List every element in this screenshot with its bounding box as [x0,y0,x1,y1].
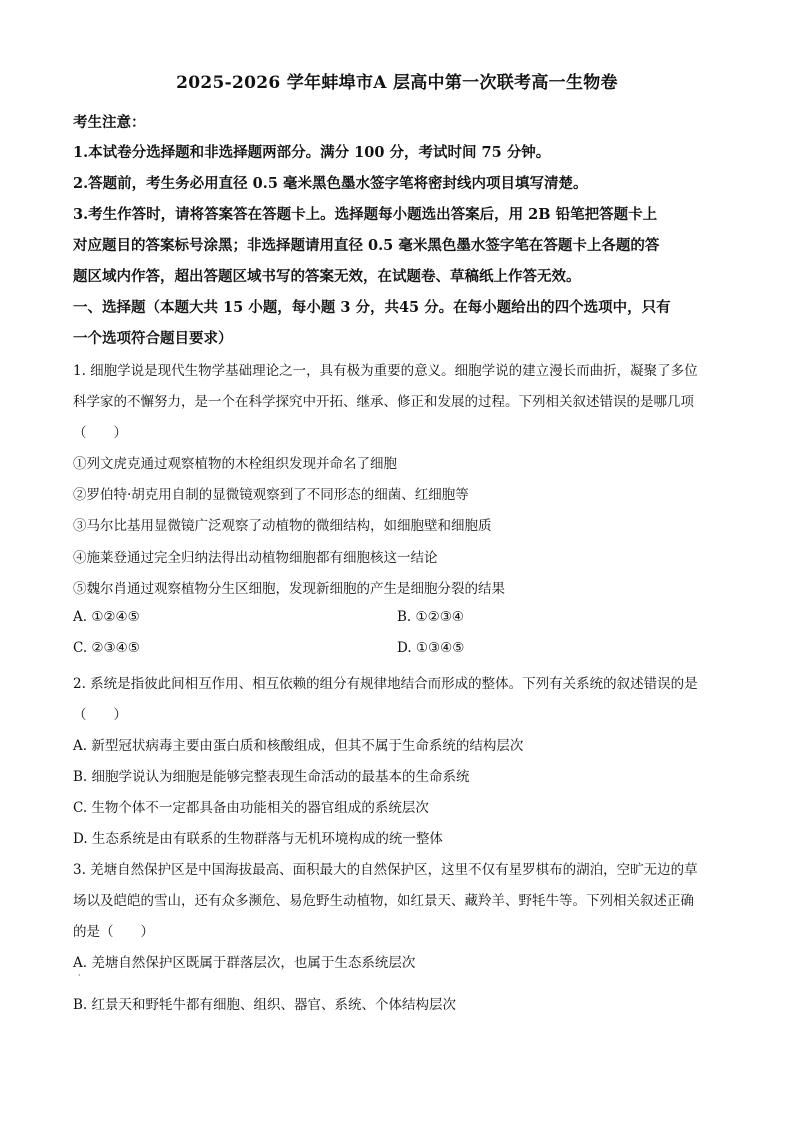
section-heading: 一、选择题（本题大共 15 小题，每小题 3 分，共45 分。在每小题给出的四个选项中，只有 [73,299,671,316]
section-heading: 一个选项符合题目要求） [73,330,233,347]
notice-line: 题区域内作答，超出答题区域书写的答案无效，在试题卷、草稿纸上作答无效。 [73,268,581,285]
question-1-option-b: B. ①②③④ [397,609,464,625]
question-3-stem: 的是（ ） [73,924,154,940]
question-3-option: A. 羌塘自然保护区既属于群落层次，也属于生态系统层次 [73,955,416,971]
question-1-option-d: D. ①③④⑤ [397,640,465,656]
question-1-stem: 1. 细胞学说是现代生物学基础理论之一，具有极为重要的意义。细胞学说的建立漫长而曲折，凝聚了多位 [73,363,698,379]
question-1-stem: 科学家的不懈努力，是一个在科学探究中开拓、继承、修正和发展的过程。下列相关叙述错误的是哪几项 [73,394,694,410]
question-2-stem: （ ） [73,707,127,723]
notice-line: 3.考生作答时，请将答案答在答题卡上。选择题每小题选出答案后，用 2B 铅笔把答题卡上 [73,206,658,223]
question-1-option-c: C. ②③④⑤ [73,640,140,656]
question-1-statement: ⑤魏尔肖通过观察植物分生区细胞，发现新细胞的产生是细胞分裂的结果 [73,581,505,597]
notice-line: 1.本试卷分选择题和非选择题两部分。满分 100 分，考试时间 75 分钟。 [73,144,551,161]
question-3-option: B. 红景天和野牦牛都有细胞、组织、器官、系统、个体结构层次 [73,997,457,1013]
question-1-statement: ②罗伯特·胡克用自制的显微镜观察到了不同形态的细菌、红细胞等 [73,487,469,503]
notice-line: 2.答题前，考生务必用直径 0.5 毫米黑色墨水签字笔将密封线内项目填写清楚。 [73,175,588,192]
question-3-stem: 3. 羌塘自然保护区是中国海拔最高、面积最大的自然保护区，这里不仅有星罗棋布的湖泊，空旷无边的草 [73,862,698,878]
notice-line: 对应题目的答案标号涂黑；非选择题请用直径 0.5 毫米黑色墨水签字笔在答题卡上各题的答 [73,237,660,254]
question-2-option: C. 生物个体不一定都具备由功能相关的器官组成的系统层次 [73,800,429,816]
question-1-statement: ①列文虎克通过观察植物的木栓组织发现并命名了细胞 [73,456,397,472]
exam-title: 2025-2026 学年蚌埠市A 层高中第一次联考高一生物卷 [176,73,618,93]
notice-heading: 考生注意： [73,114,146,131]
question-3-stem: 场以及皑皑的雪山，还有众多濒危、易危野生动植物，如红景天、藏羚羊、野牦牛等。下列相关叙述正确 [73,893,694,909]
stray-dot-mark: · [78,971,81,980]
question-2-option: B. 细胞学说认为细胞是能够完整表现生命活动的最基本的生命系统 [73,769,470,785]
question-2-option: A. 新型冠状病毒主要由蛋白质和核酸组成，但其不属于生命系统的结构层次 [73,738,524,754]
question-2-stem: 2. 系统是指彼此间相互作用、相互依赖的组分有规律地结合而形成的整体。下列有关系统的叙述错误的是 [73,676,698,692]
question-1-option-a: A. ①②④⑤ [73,609,140,625]
question-1-statement: ③马尔比基用显微镜广泛观察了动植物的微细结构，如细胞壁和细胞质 [73,518,492,534]
question-1-statement: ④施莱登通过完全归纳法得出动植物细胞都有细胞核这一结论 [73,550,438,566]
question-1-stem: （ ） [73,425,127,441]
question-2-option: D. 生态系统是由有联系的生物群落与无机环境构成的统一整体 [73,831,443,847]
